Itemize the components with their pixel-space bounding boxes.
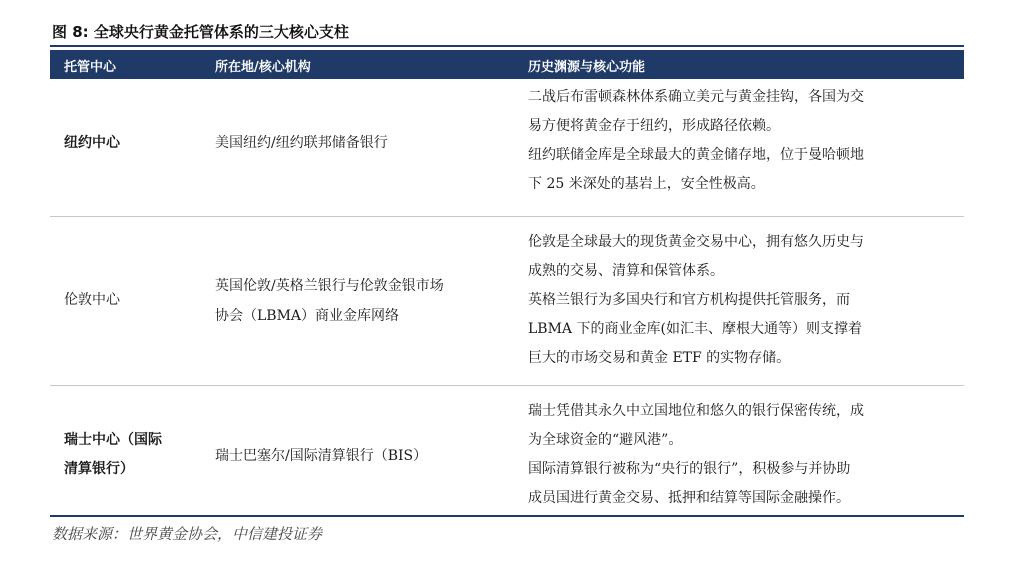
center-name: 伦敦中心 — [64, 292, 120, 308]
history-line: 伦敦是全球最大的现货黄金交易中心，拥有悠久历史与 — [528, 234, 864, 250]
center-name: 瑞士中心（国际 — [64, 432, 162, 448]
source-note: 数据来源：世界黄金协会，中信建投证券 — [52, 525, 323, 543]
row-divider — [50, 385, 964, 386]
header-institution: 所在地/核心机构 — [215, 60, 311, 75]
history-line: 二战后布雷顿森林体系确立美元与黄金挂钩，各国为交 — [528, 89, 864, 105]
history-line: 英格兰银行为多国央行和官方机构提供托管服务，而 — [528, 292, 850, 308]
table-row-swiss — [50, 397, 964, 515]
top-rule — [50, 45, 964, 47]
history-line: 易方便将黄金存于纽约，形成路径依赖。 — [528, 118, 780, 134]
center-name: 纽约中心 — [64, 135, 120, 151]
history-line: 下 25 米深处的基岩上，安全性极高。 — [528, 176, 765, 192]
history-line: 成员国进行黄金交易、抵押和结算等国际金融操作。 — [528, 490, 850, 506]
institution-line: 瑞士巴塞尔/国际清算银行（BIS） — [215, 448, 428, 464]
history-line: 为全球资金的“避风港”。 — [528, 432, 683, 448]
institution-line: 英国伦敦/英格兰银行与伦敦金银市场 — [215, 278, 444, 294]
institution-line: 协会（LBMA）商业金库网络 — [215, 308, 400, 324]
history-line: 成熟的交易、清算和保管体系。 — [528, 263, 724, 279]
history-line: LBMA 下的商业金库(如汇丰、摩根大通等）则支撑着 — [528, 321, 862, 337]
table-row-newyork — [50, 83, 964, 209]
history-line: 国际清算银行被称为“央行的银行”，积极参与并协助 — [528, 461, 851, 477]
figure-title: 图 8: 全球央行黄金托管体系的三大核心支柱 — [52, 23, 349, 41]
history-line: 瑞士凭借其永久中立国地位和悠久的银行保密传统，成 — [528, 403, 864, 419]
center-name: 清算银行） — [64, 461, 134, 477]
header-center: 托管中心 — [64, 60, 117, 75]
institution-line: 美国纽约/纽约联邦储备银行 — [215, 135, 388, 151]
table-header — [50, 50, 964, 79]
row-divider — [50, 216, 964, 217]
history-line: 巨大的市场交易和黄金 ETF 的实物存储。 — [528, 350, 791, 366]
bottom-rule — [50, 515, 964, 517]
history-line: 纽约联储金库是全球最大的黄金储存地，位于曼哈顿地 — [528, 147, 864, 163]
header-history: 历史渊源与核心功能 — [528, 60, 646, 75]
table-row-london — [50, 228, 964, 378]
